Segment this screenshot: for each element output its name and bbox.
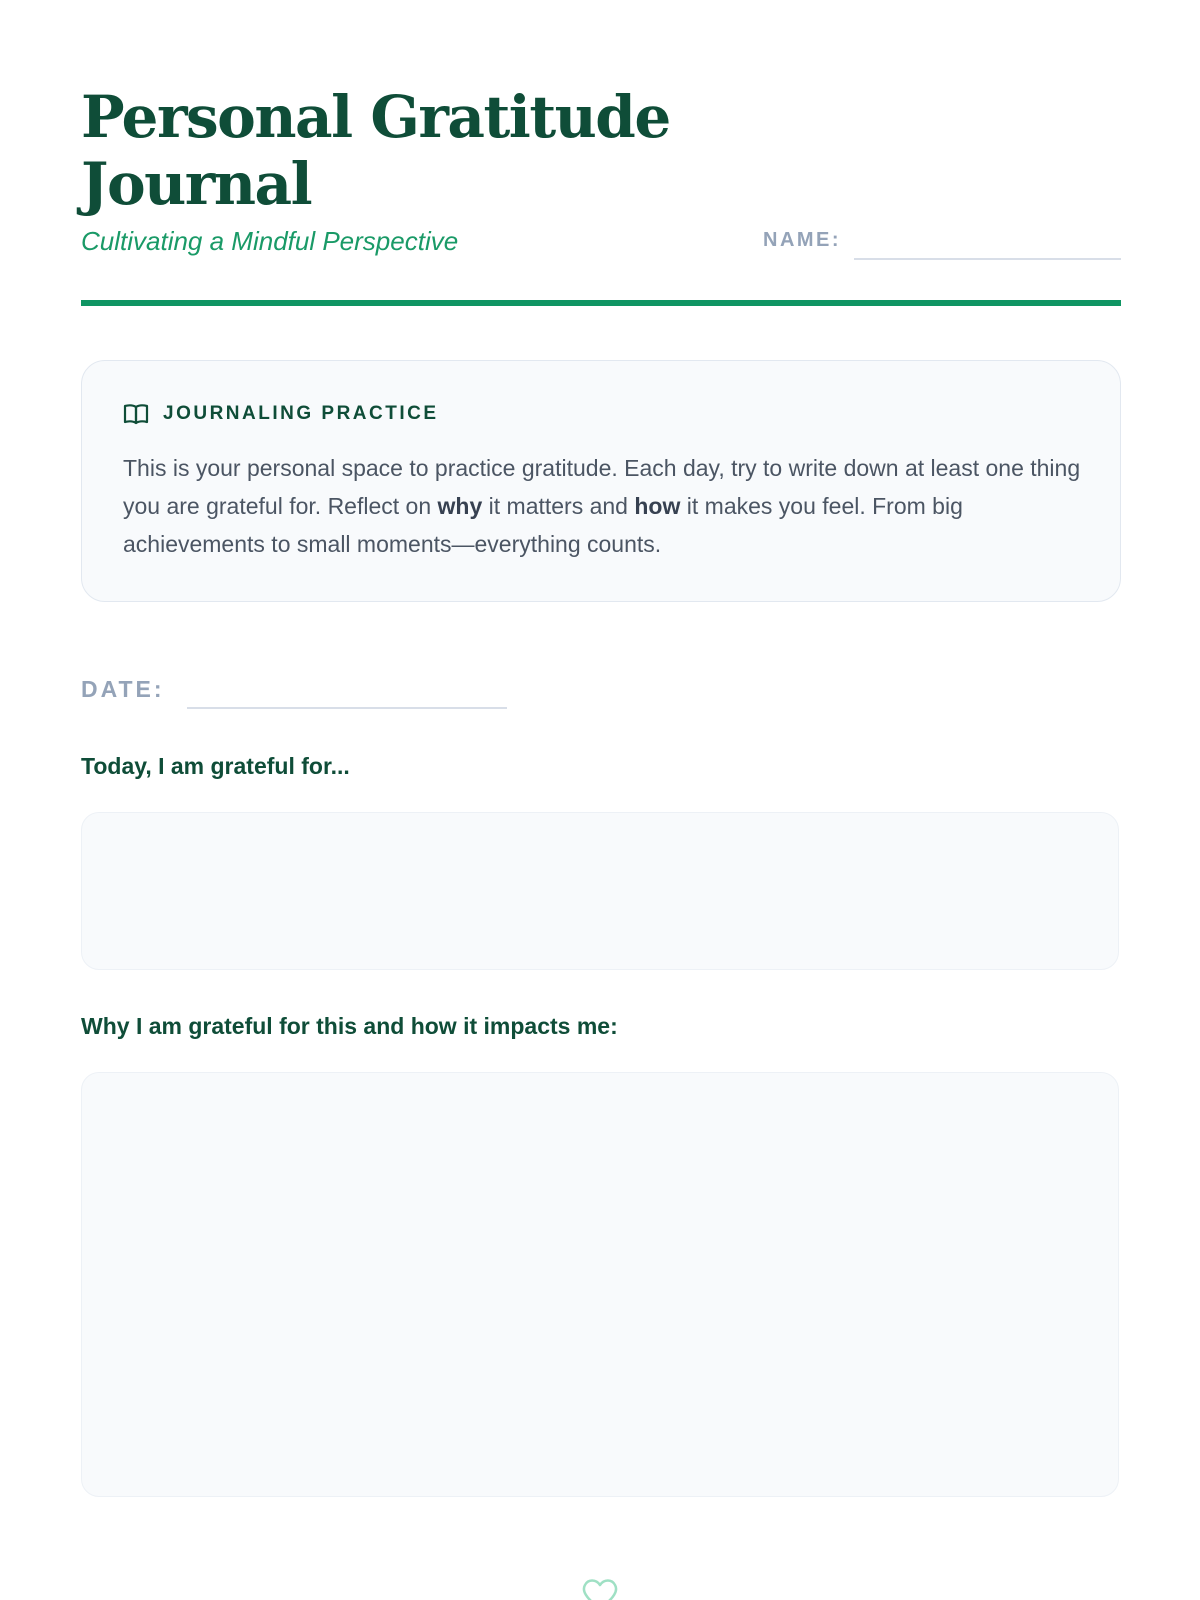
page-header: [81, 80, 1121, 306]
journaling-practice-card: [81, 360, 1121, 602]
page-title: Personal Gratitude Journal: [81, 83, 670, 218]
why-text-area[interactable]: [81, 1072, 1119, 1497]
name-field[interactable]: [854, 258, 1121, 260]
practice-text-why: why: [437, 493, 483, 519]
header-divider: [81, 300, 1121, 306]
name-label: NAME:: [763, 229, 842, 251]
practice-heading: [123, 403, 439, 425]
grateful-prompt: Today, I am grateful for...: [81, 753, 350, 779]
journal-page: [81, 0, 1121, 1600]
why-prompt: Why I am grateful for this and how it impacts me:: [81, 1013, 618, 1039]
page-subtitle: Cultivating a Mindful Perspective: [81, 226, 459, 256]
heart-icon: [581, 1578, 619, 1600]
open-book-icon: [123, 403, 149, 425]
practice-text-2: it matters and: [482, 493, 635, 519]
grateful-text-area[interactable]: [81, 812, 1119, 970]
practice-heading-text: JOURNALING PRACTICE: [163, 403, 439, 424]
practice-description: [123, 449, 1083, 563]
practice-text-how: how: [634, 493, 681, 519]
practice-text-1: This is your personal space to practice gratitude. Each day, try to write down at least one thing you are grateful for. Reflect on: [123, 455, 1081, 519]
date-field[interactable]: [187, 707, 507, 709]
practice-text-3: it makes you feel. From big achievements to small moments—everything counts.: [123, 493, 963, 557]
date-label: DATE:: [81, 676, 165, 702]
